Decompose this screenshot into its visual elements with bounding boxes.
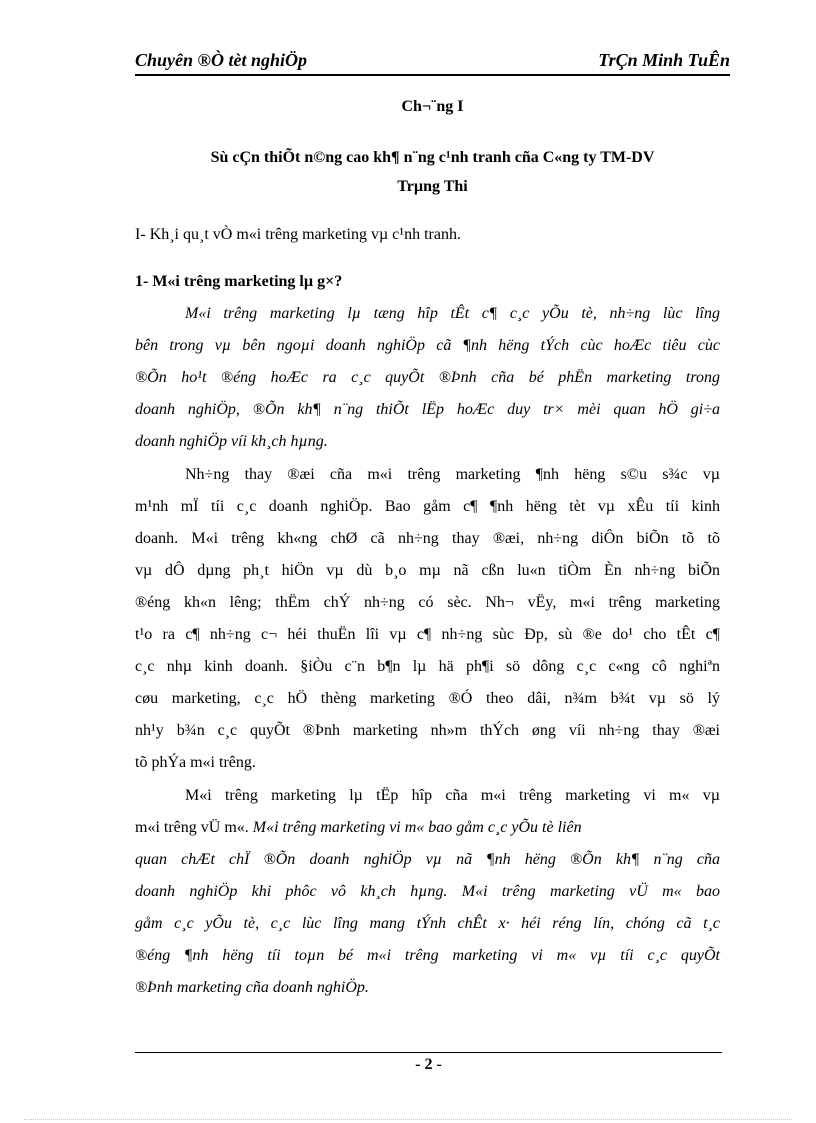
paragraph-line: c¸c nhµ kinh doanh. §iÒu c¨n b¶n lµ hä ph¶i sö dông c¸c c«ng cô nghiªn — [135, 658, 720, 675]
subsection-heading: 1- M«i trêng marketing lµ g×? — [135, 273, 343, 290]
paragraph-line: m¹nh mÏ tíi c¸c doanh nghiÖp. Bao gåm c¶ ¶nh hëng tèt vµ xÊu tíi kinh — [135, 498, 720, 515]
chapter-heading: Ch¬¨ng I — [401, 98, 464, 115]
paragraph-line: t¹o ra c¶ nh÷ng c¬ héi thuËn lîi vµ c¶ nh÷ng sùc Ðp, sù ®e do¹ cho tÊt c¶ — [135, 626, 720, 643]
paragraph-line: tõ phÝa m«i trêng. — [135, 754, 256, 771]
paragraph-line: ®Þnh marketing cña doanh nghiÖp. — [135, 979, 369, 996]
paragraph-line: doanh. M«i trêng kh«ng chØ cã nh÷ng thay ®æi, nh÷ng diÔn biÕn tõ tõ — [135, 530, 720, 547]
paragraph-line: ®éng kh«n lêng; thËm chÝ nh÷ng có sèc. Nh¬ vËy, m«i trêng marketing — [135, 594, 720, 611]
paragraph-segment: m«i trêng vÜ m«. — [135, 819, 249, 836]
page-header — [135, 48, 730, 76]
paragraph-line: quan chÆt chÏ ®Õn doanh nghiÖp vµ nã ¶nh hëng ®Õn kh¶ n¨ng cña — [135, 851, 720, 868]
paragraph-line: M«i trêng marketing lµ tæng hîp tÊt c¶ c¸c yÕu tè, nh÷ng lùc lîng — [185, 305, 720, 322]
paragraph-line: cøu marketing, c¸c hÖ thèng marketing ®Ó theo dâi, n¾m b¾t vµ sö lý — [135, 690, 720, 707]
paragraph-line: bên trong vµ bên ngoµi doanh nghiÖp cã ¶nh hëng tÝch cùc hoÆc tiêu cùc — [135, 337, 720, 354]
paragraph-segment-italic: M«i trêng marketing vi m« bao gåm c¸c yÕu tè liên — [248, 819, 582, 836]
page-bottom-dotted-border — [24, 1119, 792, 1120]
paragraph-line: ®Õn ho¹t ®éng hoÆc ra c¸c quyÕt ®Þnh cña bé phËn marketing trong — [135, 369, 720, 386]
paragraph-line: ®éng ¶nh hëng tíi toµn bé m«i trêng marketing vi m« vµ tíi c¸c quyÕt — [135, 947, 720, 964]
paragraph-line: nh¹y b¾n c¸c quyÕt ®Þnh marketing nh»m thÝch øng víi nh÷ng thay ®æi — [135, 722, 720, 739]
paragraph-line: doanh nghiÖp khi phôc vô kh¸ch hµng. M«i trêng marketing vÜ m« bao — [135, 883, 720, 900]
paragraph-line-mixed — [135, 819, 720, 837]
header-author: TrÇn Minh TuÊn — [598, 50, 730, 70]
paragraph-line: Nh÷ng thay ®æi cña m«i trêng marketing ¶nh hëng s©u s¾c vµ — [185, 466, 720, 483]
chapter-title-line-2: Trµng Thi — [397, 178, 468, 195]
paragraph-line: doanh nghiÖp, ®Õn kh¶ n¨ng thiÕt lËp hoÆc duy tr× mèi quan hÖ gi÷a — [135, 401, 720, 418]
page-number: - 2 - — [415, 1056, 442, 1073]
chapter-title-line-1: Sù cÇn thiÕt n©ng cao kh¶ n¨ng c¹nh tranh cña C«ng ty TM-DV — [210, 149, 655, 166]
section-heading: I- Kh¸i qu¸t vÒ m«i trêng marketing vµ c¹nh tranh. — [135, 226, 461, 243]
paragraph-line: gåm c¸c yÕu tè, c¸c lùc lîng mang tÝnh chÊt x· héi réng lín, chóng cã t¸c — [135, 915, 720, 932]
paragraph-line: vµ dÔ dµng ph¸t hiÖn vµ dù b¸o mµ nã cßn lu«n tiÒm Èn nh÷ng biÕn — [135, 562, 720, 579]
header-left-title: Chuyên ®Ò tèt nghiÖp — [135, 50, 307, 70]
footer-divider — [135, 1052, 722, 1053]
paragraph-line: M«i trêng marketing lµ tËp hîp cña m«i trêng marketing vi m« vµ — [185, 787, 720, 804]
paragraph-line: doanh nghiÖp víi kh¸ch hµng. — [135, 433, 328, 450]
